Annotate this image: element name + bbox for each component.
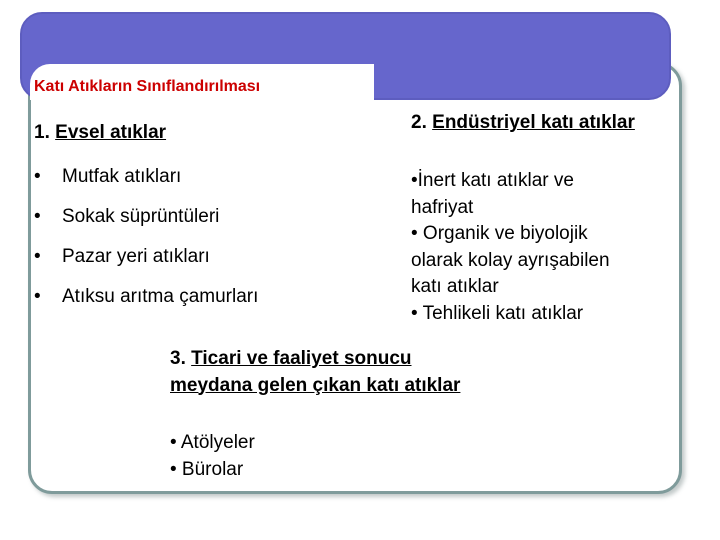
list-item: •İnert katı atıklar ve: [411, 170, 574, 191]
list-item: • Organik ve biyolojik: [411, 223, 588, 244]
list-item: • Atıksu arıtma çamurları: [34, 286, 259, 307]
section-3-heading: [170, 346, 460, 399]
bullet-icon: •: [34, 166, 41, 187]
section-3-number: 3.: [170, 348, 186, 369]
list-item: • Mutfak atıkları: [34, 166, 182, 187]
list-item: • Sokak süprüntüleri: [34, 206, 220, 227]
list-item: • Tehlikeli katı atıklar: [411, 302, 584, 324]
list-item: hafriyat: [411, 196, 474, 218]
section-3-title-line-2: meydana gelen çıkan katı atıklar: [170, 374, 461, 396]
section-1-heading: [34, 122, 166, 144]
list-item: olarak kolay ayrışabilen: [411, 249, 610, 271]
slide-title: Katı Atıkların Sınıflandırılması: [34, 78, 261, 95]
section-2-list: [411, 168, 610, 327]
bullet-icon: •: [34, 206, 41, 227]
section-1-list: [34, 166, 258, 308]
section-2-heading: [411, 112, 635, 134]
list-item: • Bürolar: [170, 458, 244, 480]
section-2-title: Endüstriyel katı atıklar: [432, 112, 635, 133]
bullet-icon: •: [34, 286, 41, 307]
section-1-number: 1.: [34, 122, 50, 143]
list-item: • Pazar yeri atıkları: [34, 246, 210, 267]
list-item: katı atıklar: [411, 276, 499, 297]
section-3-title-line-1: Ticari ve faaliyet sonucu: [191, 348, 412, 369]
bullet-icon: •: [34, 246, 41, 267]
list-item: • Atölyeler: [170, 432, 255, 453]
section-3-list: [170, 430, 255, 483]
section-1-title: Evsel atıklar: [55, 122, 167, 143]
section-2-number: 2.: [411, 112, 427, 133]
